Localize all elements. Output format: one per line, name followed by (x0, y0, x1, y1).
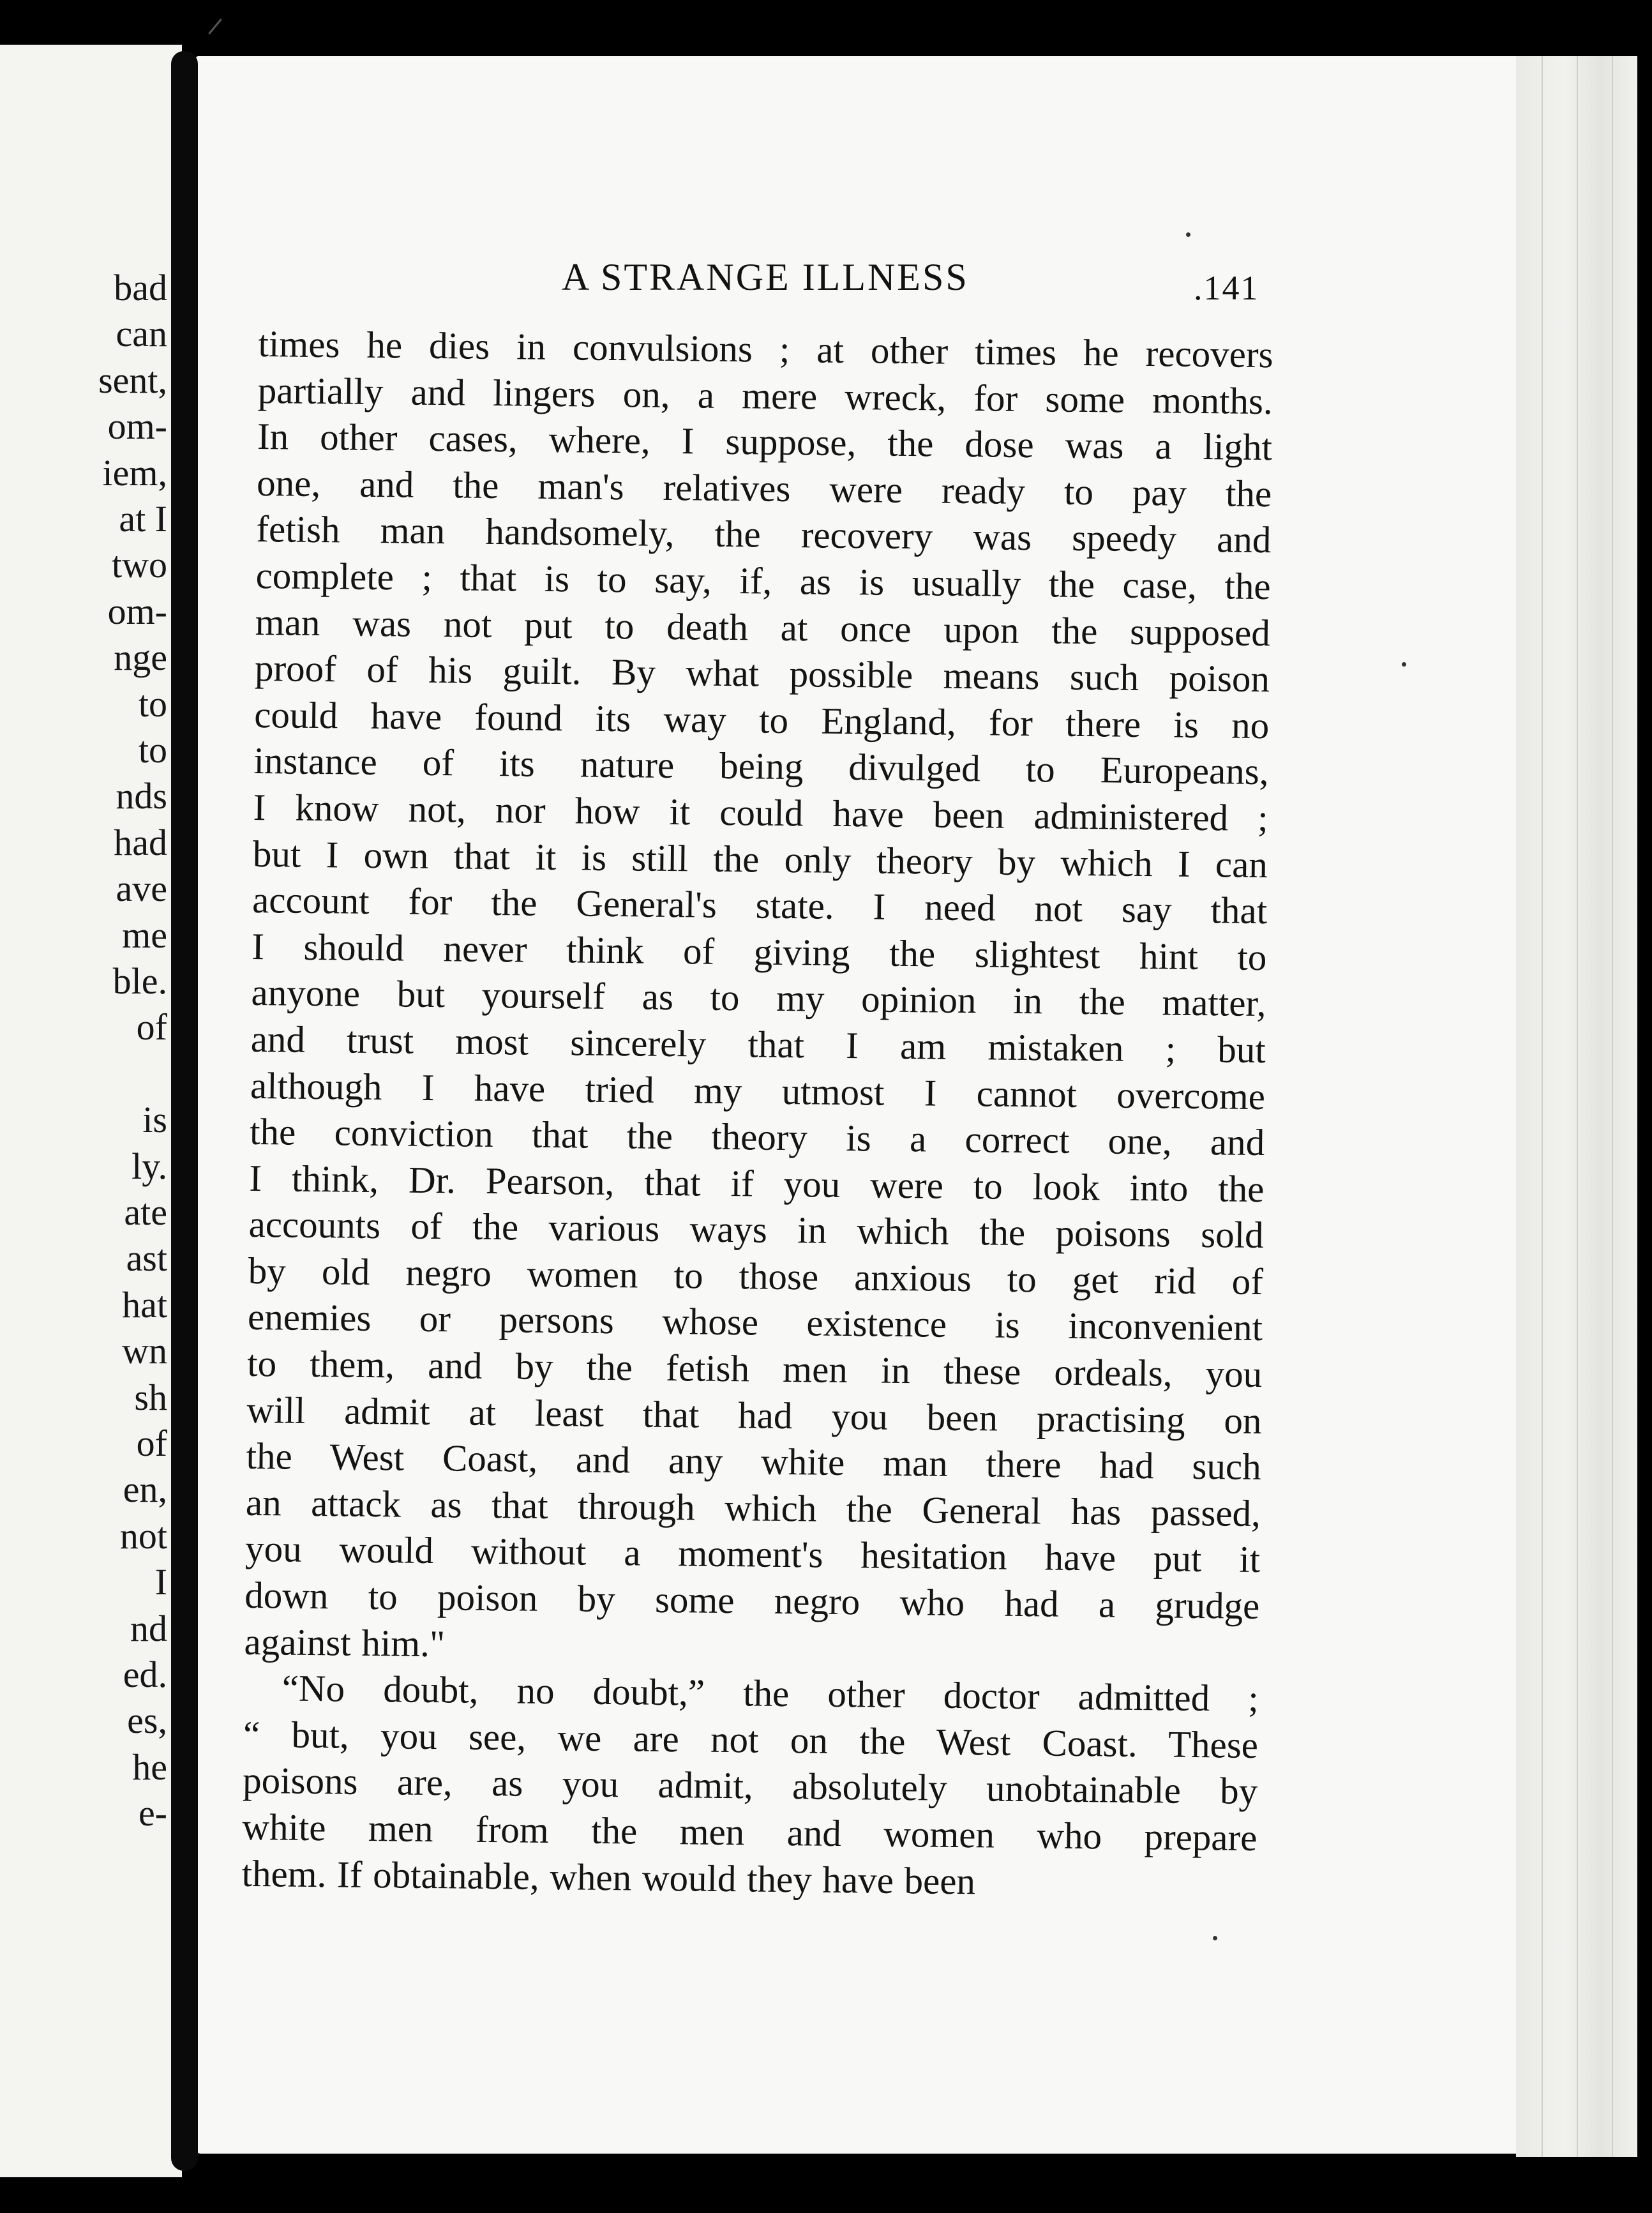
text-line: the West Coast, and any white man there had such (246, 1435, 1262, 1488)
previous-page-text-fragment: om- (107, 405, 167, 448)
previous-page-text-fragment: of (136, 1423, 167, 1464)
previous-page-text-fragment: me (122, 914, 167, 956)
previous-page-text-fragment: iem, (102, 451, 167, 494)
text-line: one, and the man's relatives were ready to pay the (256, 461, 1272, 515)
text-line: white men from the men and women who prepare (242, 1805, 1258, 1859)
previous-page-text-fragment: nge (114, 637, 167, 679)
previous-page-text-fragment: hat (122, 1283, 167, 1326)
previous-page-text-fragment: ate (124, 1191, 167, 1233)
previous-page-text-fragment: can (116, 313, 167, 355)
text-line: poisons are, as you admit, absolutely unobtainable by (242, 1759, 1258, 1813)
running-title: A STRANGE ILLNESS (562, 256, 969, 298)
previous-page-text-fragment: ed. (123, 1654, 167, 1695)
previous-page-text-fragment: en, (123, 1469, 167, 1511)
previous-page-text-fragment: I (154, 1561, 167, 1603)
text-line: will admit at least that had you been practising on (246, 1388, 1262, 1442)
previous-page-edge (0, 45, 182, 2177)
book-gutter (171, 51, 198, 2171)
previous-page-text-fragment: sent, (98, 359, 167, 401)
speck (1213, 1936, 1217, 1940)
previous-page-text-fragment: to (138, 683, 167, 725)
previous-page-text-fragment: es, (127, 1700, 167, 1742)
previous-page-text-fragment: to (138, 729, 167, 771)
page-number: .141 (1194, 269, 1259, 307)
text-line: I think, Dr. Pearson, that if you were to look into the (249, 1156, 1265, 1210)
text-line: “ but, you see, we are not on the West Coast. These (243, 1712, 1259, 1766)
previous-page-text-fragment: nd (130, 1607, 167, 1649)
previous-page-text-fragment: ble. (112, 960, 167, 1002)
text-line: times he dies in convulsions ; at other times he recovers (258, 322, 1273, 376)
previous-page-text-fragment: at I (119, 498, 167, 540)
text-line: by old negro women to those anxious to get rid of (248, 1249, 1264, 1303)
previous-page-text-fragment: om- (107, 590, 167, 632)
previous-page-text-fragment: ast (126, 1237, 167, 1280)
previous-page-text-fragment: two (112, 544, 167, 586)
text-line: the conviction that the theory is a correct one, and (249, 1110, 1265, 1164)
previous-page-text-fragment: e- (138, 1792, 167, 1834)
speck (1402, 662, 1406, 667)
page-edge-line (1612, 56, 1613, 2157)
previous-page-text-fragment: of (136, 1006, 167, 1048)
scan-mark (208, 19, 222, 34)
text-line: enemies or persons whose existence is inconvenient (247, 1295, 1263, 1349)
text-line: down to poison by some negro who had a grudge (244, 1573, 1260, 1628)
previous-page-text-fragment: had (114, 821, 167, 863)
text-line: account for the General's state. I need not say that (252, 879, 1268, 932)
text-line: but I own that it is still the only theory by which I can (252, 832, 1268, 886)
text-line: man was not put to death at once upon the supposed (255, 600, 1271, 654)
text-line: complete ; that is to say, if, as is usually the case, the (255, 554, 1271, 608)
text-line: and trust most sincerely that I am mistaken ; but (250, 1017, 1266, 1071)
text-line: you would without a moment's hesitation have put it (244, 1527, 1261, 1581)
text-line: although I have tried my utmost I cannot overcome (250, 1064, 1266, 1117)
body-text (241, 321, 1273, 1907)
text-line: could have found its way to England, for there is no (253, 693, 1270, 746)
text-line: an attack as that through which the General has passed, (245, 1481, 1261, 1534)
text-line: I should never think of giving the slightest hint to (252, 925, 1267, 978)
previous-page-text-fragment: not (119, 1514, 167, 1557)
text-line: “No doubt, no doubt,” the other doctor admitted ; (282, 1666, 1259, 1720)
text-line: In other cases, where, I suppose, the dose was a light (257, 415, 1273, 469)
previous-page-text-fragment: is (142, 1099, 167, 1141)
text-line: against him." (244, 1620, 446, 1665)
page-edge-line (1542, 56, 1543, 2157)
previous-page-text-fragment: sh (134, 1376, 167, 1418)
text-line: them. If obtainable, when would they have been (241, 1852, 976, 1902)
page-header (0, 255, 1652, 306)
text-line: fetish man handsomely, the recovery was speedy and (256, 508, 1272, 561)
previous-page-text-fragment: he (132, 1746, 167, 1788)
previous-page-text-fragment: nds (116, 775, 167, 817)
previous-page-text-fragment: ave (116, 868, 167, 910)
text-line: anyone but yourself as to my opinion in the matter, (251, 971, 1266, 1025)
text-line: to them, and by the fetish men in these ordeals, you (246, 1341, 1263, 1396)
page-edge-line (1577, 56, 1578, 2157)
previous-page-text-fragment: ly. (131, 1145, 167, 1187)
text-line: instance of its nature being divulged to Europeans, (253, 739, 1269, 793)
previous-page-text-fragment: bad (114, 267, 167, 308)
text-line: partially and lingers on, a mere wreck, for some months. (257, 368, 1273, 422)
previous-page-text-fragment: wn (122, 1330, 167, 1372)
text-line: accounts of the various ways in which the poisons sold (248, 1203, 1264, 1257)
text-line: proof of his guilt. By what possible means such poison (254, 647, 1270, 700)
page-edges (1516, 56, 1637, 2157)
text-line: I know not, nor how it could have been administered ; (253, 785, 1269, 840)
speck (1186, 232, 1190, 237)
